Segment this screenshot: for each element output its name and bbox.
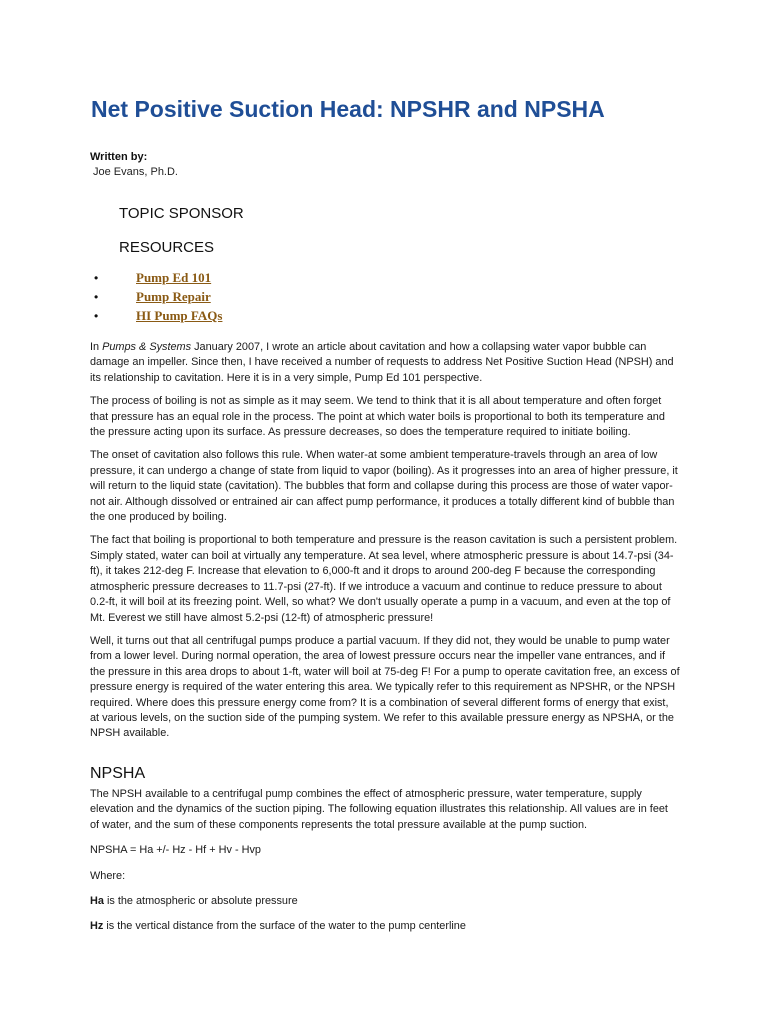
term-ha: Ha <box>90 895 104 908</box>
paragraph-temperature-pressure: The fact that boiling is proportional to both temperature and pressure is the reason cavitation is such a persistent problem. Simply stated, water can boil at virtually any temperature. At sea level, where atmospheric pressure is about 14.7-psi (34-ft), it takes 212-deg F. Increase that elevation to 6,000-ft and it drops to around 200-deg F because the corresponding atmospheric pressure decreases to 11.7-psi (27-ft). If we introduce a vacuum and continue to reduce pressure to about 0.2-ft, it will boil at its freezing point. Well, so what? We don't usually operate a pump in a vacuum, and even at the top of Mt. Everest we still have almost 5.2-psi (12-ft) of atmospheric pressure! <box>90 534 678 624</box>
paragraph-partial-vacuum: Well, it turns out that all centrifugal pumps produce a partial vacuum. If they did not, they would be unable to pump water from a lower level. During normal operation, the area of lowest pressure occurs near the impeller vane entrances, and if the pressure in this area drops to about 1-ft, water will boil at 75-deg F! For a pump to operate cavitation free, an excess of pressure energy is required of the water entering this area. We typically refer to this requirement as NPSHR, or the NPSH required. Where does this pressure energy come from? It is a combination of several different forms of energy that exist, at various levels, on the suction side of the pumping system. We refer to this available pressure energy as NPSHA, or the NPSH available. <box>90 634 680 740</box>
bullet-icon: • <box>94 309 99 323</box>
paragraph-intro <box>90 340 680 386</box>
bullet-icon: • <box>94 290 99 304</box>
definition-hz <box>90 919 680 934</box>
paragraph-npsha-intro: The NPSH available to a centrifugal pump combines the effect of atmospheric pressure, water temperature, supply elevation and the dynamics of the suction piping. The following equation illustrates this relationship. All values are in feet of water, and the sum of these components represents the total pressure available at the pump suction. <box>90 788 668 831</box>
paragraph-boiling: The process of boiling is not as simple as it may seem. We tend to think that it is all about temperature and often forget that pressure has an equal role in the process. The point at which water boils is proportional to both its temperature and the pressure acting upon its surface. As pressure decreases, so does the temperature required to initiate boiling. <box>90 395 665 439</box>
publication-name: Pumps & Systems <box>102 341 192 353</box>
written-by-label: Written by: <box>90 151 148 163</box>
definition-text: is the vertical distance from the surface of the water to the pump centerline <box>103 920 466 933</box>
link-pump-ed-101[interactable]: Pump Ed 101 <box>136 270 212 285</box>
where-label: Where: <box>90 869 126 882</box>
paragraph-text: January 2007, I wrote an article about cavitation and how a collapsing water vapor bubble can damage an impeller. Since then, I have received a number of requests to address Net Positive Suction Head (NPSH) and its relationship to cavitation. Here it is in a very simple, Pump Ed 101 perspective. <box>90 341 674 384</box>
author-name: Joe Evans, Ph.D. <box>93 166 178 178</box>
npsha-heading: NPSHA <box>90 765 146 782</box>
article-body <box>90 340 680 750</box>
npsha-body <box>90 787 680 943</box>
term-hz: Hz <box>90 920 104 933</box>
paragraph-text: In <box>90 341 103 353</box>
bullet-icon: • <box>94 271 99 285</box>
npsha-equation: NPSHA = Ha +/- Hz - Hf + Hv - Hvp <box>90 844 261 857</box>
topic-sponsor-heading: TOPIC SPONSOR <box>119 205 244 222</box>
paragraph-cavitation-onset: The onset of cavitation also follows this rule. When water-at some ambient temperature-travels through an area of low pressure, it can undergo a change of state from liquid to vapor (boiling). As it progresses into an area of higher pressure, it will return to the liquid state (cavitation). The bubbles that form and collapse during this process are those of water vapor-not air. Although dissolved or entrained air can affect pump performance, it produces a totally different kind of bubble than the one produced by boiling. <box>90 449 678 524</box>
link-pump-repair[interactable]: Pump Repair <box>136 289 211 304</box>
definition-ha <box>90 894 680 909</box>
link-hi-pump-faqs[interactable]: HI Pump FAQs <box>136 308 223 323</box>
article-title: Net Positive Suction Head: NPSHR and NPSHA <box>91 96 605 122</box>
definition-text: is the atmospheric or absolute pressure <box>103 895 298 908</box>
resources-heading: RESOURCES <box>119 239 215 256</box>
